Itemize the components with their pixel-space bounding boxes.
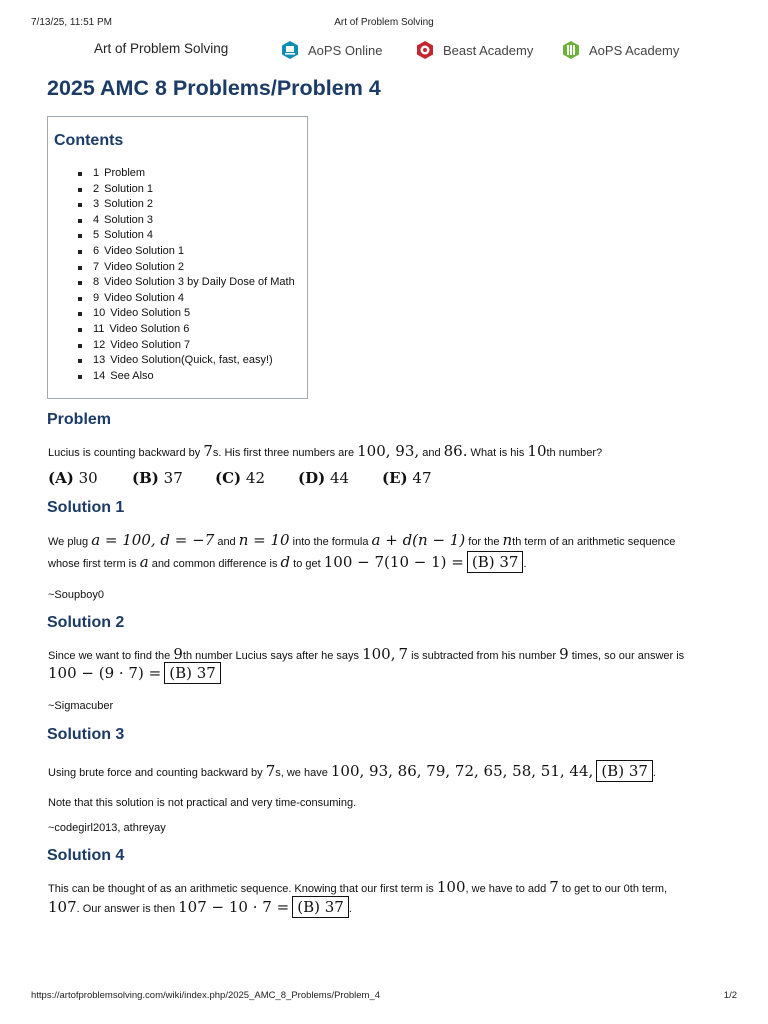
toc-item[interactable]: 5 Solution 4 — [78, 228, 295, 244]
site-nav — [94, 38, 728, 64]
section-heading-solution-2: Solution 2 — [47, 614, 125, 631]
toc-item[interactable]: 2 Solution 1 — [78, 182, 295, 198]
toc-item[interactable]: 8 Video Solution 3 by Daily Dose of Math — [78, 275, 295, 291]
print-page-number: 1/2 — [723, 990, 737, 1001]
toc-title: Contents — [54, 132, 124, 149]
toc-item[interactable]: 10 Video Solution 5 — [78, 306, 295, 322]
solution-3-line-1: Using brute force and counting backward by 7s, we have 100, 93, 86, 79, 72, 65, 58, 51, 44, (B) 37 . — [48, 762, 656, 780]
toc-item[interactable]: 14 See Also — [78, 369, 295, 385]
solution-4-line-1: This can be thought of as an arithmetic sequence. Knowing that our first term is 100, we have to add 7 to get to our 0th term, — [48, 878, 668, 896]
print-datetime: 7/13/25, 11:51 PM — [31, 17, 112, 28]
page-title: 2025 AMC 8 Problems/Problem 4 — [47, 76, 381, 100]
solution-2-author: ~Sigmacuber — [48, 700, 114, 712]
solution-4-line-2: 107. Our answer is then 107 − 10 · 7 = (B) 37 . — [48, 898, 352, 916]
answer-choice-a: (A) 30 — [48, 469, 98, 487]
nav-link-label: Beast Academy — [443, 42, 534, 58]
toc-item[interactable]: 9 Video Solution 4 — [78, 291, 295, 307]
boxed-answer: (B) 37 — [292, 896, 349, 918]
toc-item[interactable]: 4 Solution 3 — [78, 213, 295, 229]
solution-1-author: ~Soupboy0 — [48, 589, 104, 601]
print-footer — [31, 990, 737, 1004]
answer-choice-b: (B) 37 — [132, 469, 183, 487]
solution-3-author: ~codegirl2013, athreyay — [48, 822, 166, 834]
solution-2-line-2: 100 − (9 · 7) = (B) 37 — [48, 664, 221, 682]
nav-link-aops-online[interactable] — [280, 38, 382, 62]
nav-link-beast-academy[interactable] — [415, 38, 533, 62]
toc-item[interactable]: 6 Video Solution 1 — [78, 244, 295, 260]
print-title: Art of Problem Solving — [334, 17, 434, 28]
toc-item[interactable]: 13 Video Solution(Quick, fast, easy!) — [78, 353, 295, 369]
solution-3-note: Note that this solution is not practical and very time-consuming. — [48, 797, 357, 809]
beast-academy-icon — [415, 40, 435, 60]
table-of-contents — [47, 116, 308, 399]
boxed-answer: (B) 37 — [467, 551, 524, 573]
nav-link-label: AoPS Online — [308, 42, 383, 58]
print-url[interactable]: https://artofproblemsolving.com/wiki/index.php/2025_AMC_8_Problems/Problem_4 — [31, 990, 381, 1001]
toc-item[interactable]: 3 Solution 2 — [78, 197, 295, 213]
answer-choice-d: (D) 44 — [298, 469, 350, 487]
nav-link-aops-academy[interactable] — [561, 38, 679, 62]
aops-online-icon — [280, 40, 300, 60]
toc-list — [78, 166, 295, 384]
boxed-answer: (B) 37 — [164, 662, 221, 684]
site-brand[interactable]: Art of Problem Solving — [94, 41, 229, 56]
toc-item[interactable]: 11 Video Solution 6 — [78, 322, 295, 338]
toc-item[interactable]: 12 Video Solution 7 — [78, 338, 295, 354]
toc-item[interactable]: 7 Video Solution 2 — [78, 260, 295, 276]
section-heading-solution-1: Solution 1 — [47, 499, 125, 516]
print-header — [31, 17, 737, 31]
boxed-answer: (B) 37 — [596, 760, 653, 782]
solution-1-line-1: We plug a = 100, d = −7 and n = 10 into the formula a + d(n − 1) for the nth term of an arithmetic sequence — [48, 531, 676, 549]
toc-item[interactable]: 1 Problem — [78, 166, 295, 182]
section-heading-problem: Problem — [47, 411, 112, 428]
answer-choice-e: (E) 47 — [382, 469, 432, 487]
solution-2-line-1: Since we want to find the 9th number Lucius says after he says 100, 7 is subtracted from his number 9 times, so our answer is — [48, 645, 685, 663]
section-heading-solution-3: Solution 3 — [47, 726, 125, 743]
nav-link-label: AoPS Academy — [589, 42, 680, 58]
solution-1-line-2: whose first term is a and common difference is d to get 100 − 7(10 − 1) = (B) 37 . — [48, 553, 527, 571]
section-heading-solution-4: Solution 4 — [47, 847, 125, 864]
aops-academy-icon — [561, 40, 581, 60]
answer-choice-c: (C) 42 — [215, 469, 266, 487]
problem-statement: Lucius is counting backward by 7s. His first three numbers are 100, 93, and 86. What is his 10th number? — [48, 442, 603, 460]
